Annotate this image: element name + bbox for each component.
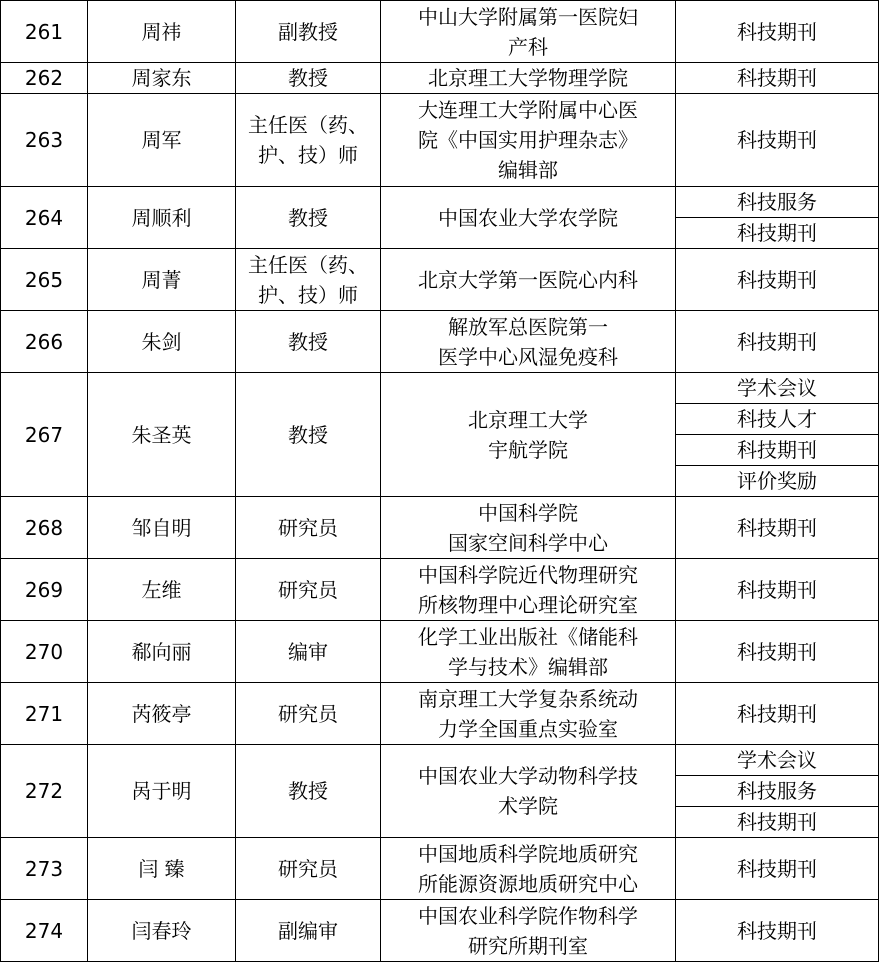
job-title-line: 护、技）师 bbox=[258, 143, 358, 167]
category-cell bbox=[676, 187, 879, 249]
category-item: 科技期刊 bbox=[737, 577, 817, 602]
job-title-line: 副编审 bbox=[278, 918, 338, 943]
category-list bbox=[676, 311, 878, 372]
organization-line: 北京大学第一医院心内科 bbox=[418, 267, 638, 292]
category-item: 科技期刊 bbox=[737, 128, 817, 152]
category-list bbox=[676, 838, 878, 899]
job-title-line: 护、技）师 bbox=[258, 282, 358, 307]
job-title-line: 编审 bbox=[288, 639, 328, 664]
job-title-line: 教授 bbox=[288, 422, 328, 447]
category-list bbox=[676, 900, 878, 961]
table-row bbox=[1, 683, 879, 745]
category-cell bbox=[676, 1, 879, 63]
organization-line: 宇航学院 bbox=[488, 437, 568, 462]
table-row bbox=[1, 745, 879, 838]
organization-cell bbox=[381, 1, 676, 63]
person-name-cell: 周军 bbox=[88, 94, 236, 187]
organization-line: 术学院 bbox=[498, 794, 558, 818]
job-title-line: 教授 bbox=[288, 66, 328, 90]
job-title-cell bbox=[236, 63, 381, 94]
organization-cell bbox=[381, 94, 676, 187]
organization-cell bbox=[381, 900, 676, 962]
table-row bbox=[1, 559, 879, 621]
organization-cell bbox=[381, 838, 676, 900]
serial-number-cell: 271 bbox=[1, 683, 88, 745]
category-cell bbox=[676, 745, 879, 838]
organization-cell bbox=[381, 683, 676, 745]
organization-line: 中国农业大学动物科学技 bbox=[418, 764, 638, 788]
job-title-line: 副教授 bbox=[278, 19, 338, 44]
person-name-cell: 郗向丽 bbox=[88, 621, 236, 683]
category-cell bbox=[676, 497, 879, 559]
job-title-cell bbox=[236, 683, 381, 745]
job-title-line: 教授 bbox=[288, 329, 328, 354]
category-cell bbox=[676, 621, 879, 683]
serial-number-cell: 274 bbox=[1, 900, 88, 962]
person-name-cell: 芮筱亭 bbox=[88, 683, 236, 745]
category-item: 科技人才 bbox=[676, 403, 878, 434]
category-item: 科技期刊 bbox=[737, 918, 817, 943]
job-title-cell bbox=[236, 497, 381, 559]
category-cell bbox=[676, 683, 879, 745]
category-cell bbox=[676, 559, 879, 621]
category-list bbox=[676, 187, 878, 248]
organization-line: 中山大学附属第一医院妇 bbox=[418, 4, 638, 29]
category-cell bbox=[676, 373, 879, 497]
organization-line: 南京理工大学复杂系统动 bbox=[418, 686, 638, 711]
job-title-line: 主任医（药、 bbox=[248, 252, 368, 277]
serial-number-cell: 269 bbox=[1, 559, 88, 621]
organization-cell bbox=[381, 621, 676, 683]
category-cell bbox=[676, 838, 879, 900]
person-name-cell: 朱圣英 bbox=[88, 373, 236, 497]
organization-line: 中国农业大学农学院 bbox=[438, 205, 618, 230]
job-title-cell bbox=[236, 559, 381, 621]
organization-cell bbox=[381, 187, 676, 249]
category-item: 学术会议 bbox=[737, 748, 817, 772]
job-title-line: 研究员 bbox=[278, 577, 338, 602]
serial-number-cell: 268 bbox=[1, 497, 88, 559]
table-row bbox=[1, 311, 879, 373]
person-name-cell: 周祎 bbox=[88, 1, 236, 63]
person-name-cell: 邹自明 bbox=[88, 497, 236, 559]
job-title-cell bbox=[236, 900, 381, 962]
serial-number-cell: 267 bbox=[1, 373, 88, 497]
category-item: 科技期刊 bbox=[737, 19, 817, 44]
category-cell bbox=[676, 900, 879, 962]
category-item: 科技期刊 bbox=[676, 217, 878, 248]
category-item: 科技期刊 bbox=[737, 856, 817, 881]
serial-number-cell: 270 bbox=[1, 621, 88, 683]
serial-number-cell: 263 bbox=[1, 94, 88, 187]
person-name-cell: 周菁 bbox=[88, 249, 236, 311]
serial-number-cell: 264 bbox=[1, 187, 88, 249]
category-item: 学术会议 bbox=[737, 376, 817, 400]
category-item: 科技期刊 bbox=[737, 329, 817, 354]
category-list bbox=[676, 63, 878, 93]
organization-line: 中国农业科学院作物科学 bbox=[418, 903, 638, 928]
category-item: 科技期刊 bbox=[737, 639, 817, 664]
organization-line: 中国地质科学院地质研究 bbox=[418, 841, 638, 866]
organization-line: 北京理工大学 bbox=[468, 407, 588, 432]
category-item: 科技期刊 bbox=[737, 701, 817, 726]
serial-number-cell: 272 bbox=[1, 745, 88, 838]
table-row bbox=[1, 94, 879, 187]
job-title-cell bbox=[236, 311, 381, 373]
job-title-cell bbox=[236, 187, 381, 249]
organization-cell bbox=[381, 373, 676, 497]
organization-line: 国家空间科学中心 bbox=[448, 530, 608, 555]
organization-line: 编辑部 bbox=[498, 158, 558, 182]
job-title-cell bbox=[236, 621, 381, 683]
category-cell bbox=[676, 311, 879, 373]
table-row bbox=[1, 497, 879, 559]
table-row bbox=[1, 187, 879, 249]
job-title-cell bbox=[236, 249, 381, 311]
serial-number-cell: 265 bbox=[1, 249, 88, 311]
category-item: 科技服务 bbox=[676, 775, 878, 806]
organization-cell bbox=[381, 559, 676, 621]
person-name-cell: 闫 臻 bbox=[88, 838, 236, 900]
category-list bbox=[676, 745, 878, 837]
organization-line: 学与技术》编辑部 bbox=[448, 654, 608, 679]
organization-cell bbox=[381, 497, 676, 559]
category-cell bbox=[676, 94, 879, 187]
category-list bbox=[676, 1, 878, 62]
job-title-line: 研究员 bbox=[278, 856, 338, 881]
job-title-line: 教授 bbox=[288, 779, 328, 803]
organization-line: 医学中心风湿免疫科 bbox=[438, 344, 618, 369]
organization-line: 力学全国重点实验室 bbox=[438, 716, 618, 741]
organization-line: 化学工业出版社《储能科 bbox=[418, 624, 638, 649]
job-title-cell bbox=[236, 94, 381, 187]
category-item: 科技期刊 bbox=[737, 515, 817, 540]
category-list bbox=[676, 373, 878, 496]
category-list bbox=[676, 94, 878, 186]
organization-cell bbox=[381, 249, 676, 311]
serial-number-cell: 262 bbox=[1, 63, 88, 94]
job-title-line: 主任医（药、 bbox=[248, 113, 368, 137]
category-item: 科技期刊 bbox=[676, 434, 878, 465]
serial-number-cell: 273 bbox=[1, 838, 88, 900]
table-row bbox=[1, 838, 879, 900]
table-row bbox=[1, 373, 879, 497]
category-item: 科技期刊 bbox=[737, 267, 817, 292]
serial-number-cell: 261 bbox=[1, 1, 88, 63]
category-cell bbox=[676, 63, 879, 94]
table-row bbox=[1, 900, 879, 962]
organization-line: 中国科学院 bbox=[478, 500, 578, 525]
table-row bbox=[1, 63, 879, 94]
category-item: 科技服务 bbox=[737, 190, 817, 214]
organization-line: 解放军总医院第一 bbox=[448, 314, 608, 339]
organization-line: 北京理工大学物理学院 bbox=[428, 66, 628, 90]
category-list bbox=[676, 249, 878, 310]
category-list bbox=[676, 497, 878, 558]
person-name-cell: 闫春玲 bbox=[88, 900, 236, 962]
person-name-cell: 周家东 bbox=[88, 63, 236, 94]
job-title-line: 研究员 bbox=[278, 515, 338, 540]
table-row bbox=[1, 249, 879, 311]
job-title-line: 教授 bbox=[288, 205, 328, 230]
job-title-line: 研究员 bbox=[278, 701, 338, 726]
organization-line: 研究所期刊室 bbox=[468, 933, 588, 958]
category-list bbox=[676, 683, 878, 744]
person-name-cell: 周顺利 bbox=[88, 187, 236, 249]
category-list bbox=[676, 559, 878, 620]
category-list bbox=[676, 621, 878, 682]
organization-cell bbox=[381, 745, 676, 838]
job-title-cell bbox=[236, 1, 381, 63]
organization-line: 院《中国实用护理杂志》 bbox=[418, 128, 638, 152]
organization-cell bbox=[381, 63, 676, 94]
organization-line: 产科 bbox=[508, 34, 548, 59]
table-row bbox=[1, 621, 879, 683]
job-title-cell bbox=[236, 838, 381, 900]
organization-line: 所核物理中心理论研究室 bbox=[418, 592, 638, 617]
person-name-cell: 呙于明 bbox=[88, 745, 236, 838]
serial-number-cell: 266 bbox=[1, 311, 88, 373]
category-item: 评价奖励 bbox=[676, 465, 878, 496]
organization-cell bbox=[381, 311, 676, 373]
organization-line: 中国科学院近代物理研究 bbox=[418, 562, 638, 587]
job-title-cell bbox=[236, 373, 381, 497]
organization-line: 大连理工大学附属中心医 bbox=[418, 98, 638, 122]
person-name-cell: 朱剑 bbox=[88, 311, 236, 373]
job-title-cell bbox=[236, 745, 381, 838]
person-name-cell: 左维 bbox=[88, 559, 236, 621]
organization-line: 所能源资源地质研究中心 bbox=[418, 871, 638, 896]
category-item: 科技期刊 bbox=[676, 806, 878, 837]
table-row bbox=[1, 1, 879, 63]
table-body bbox=[1, 1, 879, 962]
category-item: 科技期刊 bbox=[737, 66, 817, 90]
category-cell bbox=[676, 249, 879, 311]
